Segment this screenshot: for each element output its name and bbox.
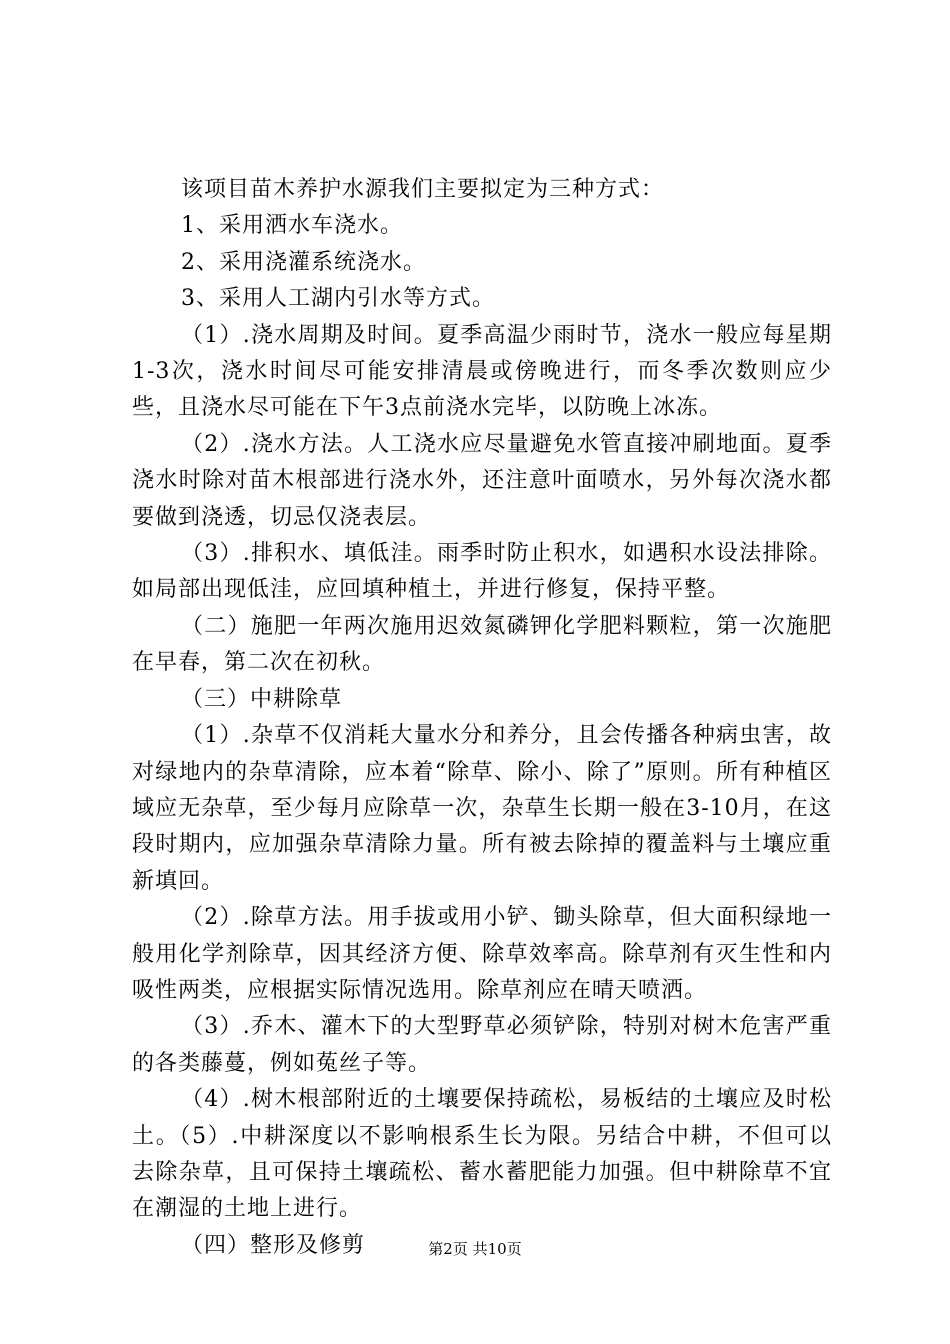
paragraph-drainage: （3）.排积水、填低洼。雨季时防止积水，如遇积水设法排除。如局部出现低洼，应回填种植土，并进行修复，保持平整。 bbox=[132, 541, 832, 603]
paragraph-method-3: 3、采用人工湖内引水等方式。 bbox=[181, 286, 495, 312]
paragraph-soil-loosening: （4）.树木根部附近的土壤要保持疏松，易板结的土壤应及时松土。（5）.中耕深度以不影响根系生长为限。另结合中耕，不但可以去除杂草，且可保持土壤疏松、蓄水蓄肥能力加强。但中耕除草不宜在潮湿的土地上进行。 bbox=[132, 1087, 832, 1222]
heading-pruning: （四）整形及修剪 bbox=[181, 1232, 366, 1258]
paragraph-weed-clearing: （1）.杂草不仅消耗大量水分和养分，且会传播各种病虫害，故对绿地内的杂草清除，应本着“除草、除小、除了”原则。所有种植区域应无杂草，至少每月应除草一次，杂草生长期一般在3-10月，在这段时期内，应加强杂草清除力量。所有被去除掉的覆盖料与土壤应重新填回。 bbox=[132, 723, 832, 894]
heading-weeding: （三）中耕除草 bbox=[181, 686, 343, 712]
paragraph-vine-removal: （3）.乔木、灌木下的大型野草必须铲除，特别对树木危害严重的各类藤蔓，例如菟丝子等。 bbox=[132, 1014, 832, 1076]
paragraph-water-source-intro: 该项目苗木养护水源我们主要拟定为三种方式： bbox=[181, 177, 665, 202]
paragraph-method-2: 2、采用浇灌系统浇水。 bbox=[181, 249, 426, 275]
paragraph-watering-method: （2）.浇水方法。人工浇水应尽量避免水管直接冲刷地面。夏季浇水时除对苗木根部进行浇水外，还注意叶面喷水，另外每次浇水都要做到浇透，切忌仅浇表层。 bbox=[132, 431, 832, 530]
paragraph-watering-schedule: （1）.浇水周期及时间。夏季高温少雨时节，浇水一般应每星期1-3次，浇水时间尽可能安排清晨或傍晚进行，而冬季次数则应少些，且浇水尽可能在下午3点前浇水完毕，以防晚上冰冻。 bbox=[132, 322, 832, 421]
paragraph-weeding-method: （2）.除草方法。用手拔或用小铲、锄头除草，但大面积绿地一般用化学剂除草，因其经济方便、除草效率高。除草剂有灭生性和内吸性两类，应根据实际情况选用。除草剂应在晴天喷洒。 bbox=[132, 905, 832, 1003]
paragraph-method-1: 1、采用洒水车浇水。 bbox=[181, 213, 403, 239]
paragraph-fertilizing: （二）施肥一年两次施用迟效氮磷钾化学肥料颗粒，第一次施肥在早春，第二次在初秋。 bbox=[132, 613, 832, 676]
document-body bbox=[132, 172, 832, 1264]
page-footer: 第2页 共10页 bbox=[428, 1240, 522, 1258]
